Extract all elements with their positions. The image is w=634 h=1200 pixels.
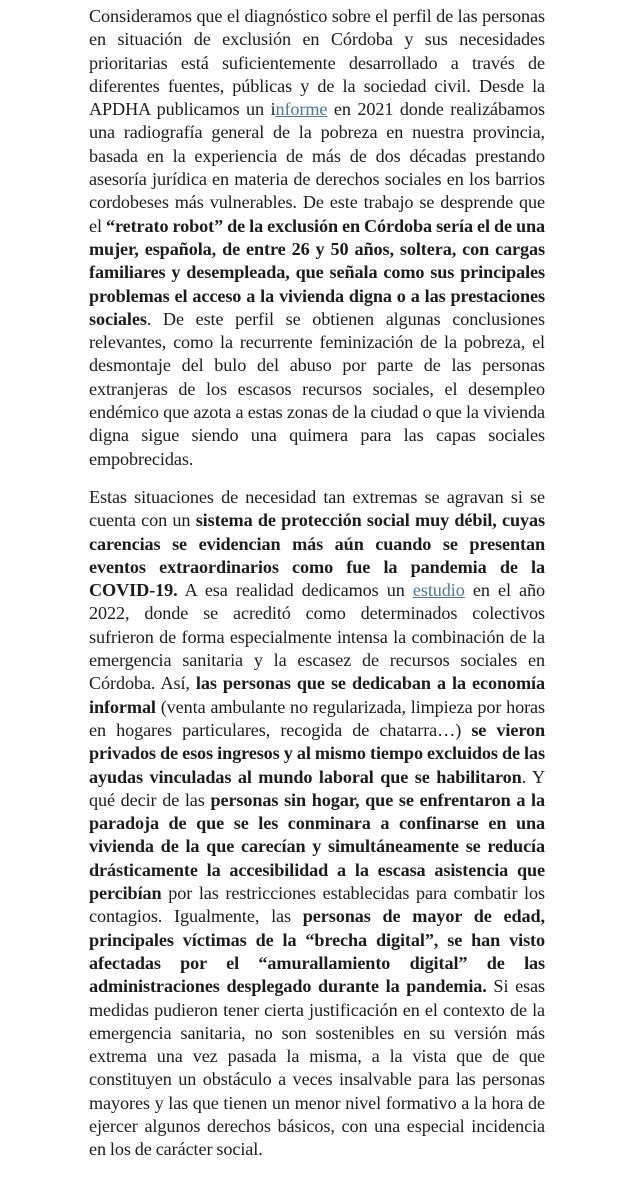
text-run: . De este perfil se obtienen algunas conclusiones relevantes, como la recurrente feminización de la pobreza, el desmontaje del bulo del abuso por parte de las personas extranjeras de los escasos recursos sociales, el desempleo endémico que azota a estas zonas de la ciudad o que la vivienda digna sigue siendo una quimera para las capas sociales empobrecidas.: [89, 308, 545, 469]
paragraph-proteccion-social: [89, 486, 545, 1162]
text-run: en el año 2022, donde se acreditó como determinados colectivos sufrieron de forma especialmente intensa la combinación de la emergencia sanitaria y la escasez de recursos sociales en Córdoba. Así,: [89, 580, 545, 694]
paragraph-perfil-exclusion: [89, 5, 545, 471]
bold-privados-ingresos: se vieron privados de esos ingresos y al mismo tiempo excluidos de las ayudas vinculadas al mundo laboral que se habilitaron: [89, 719, 545, 787]
bold-retrato-robot: “retrato robot” de la exclusión en Córdoba sería el de una mujer, española, de entre 26 y 50 años, soltera, con cargas familiares y desempleada, que señala como sus principales problemas el acceso a la vivienda digna o a las prestaciones sociales: [89, 215, 545, 329]
bold-brecha-digital: personas de mayor de edad, principales víctimas de la “brecha digital”, se han visto afectadas por el “amurallamiento digital” de las administraciones desplegado durante la pandemia.: [89, 906, 545, 997]
text-run: Si esas medidas pudieron tener cierta justificación en el contexto de la emergencia sanitaria, no son sostenibles en su versión más extrema una vez pasada la misma, a la vista que de que constituyen un obstáculo a veces insalvable para las personas mayores y las que tienen un menor nivel formativo a la hora de ejercer algunos derechos básicos, con una especial incidencia en los de carácter social.: [89, 976, 545, 1160]
text-run: por las restricciones establecidas para combatir los contagios. Igualmente, las: [89, 883, 545, 927]
text-run: Estas situaciones de necesidad tan extremas se agravan si se cuenta con un: [89, 487, 545, 531]
text-run: Consideramos que el diagnóstico sobre el perfil de las personas en situación de exclusión en Córdoba y sus necesidades prioritarias está suficientemente desarrollado a través de diferentes fuentes, públicas y de la sociedad civil. Desde la APDHA publicamos un i: [89, 6, 545, 120]
bold-personas-sin-hogar: personas sin hogar, que se enfrentaron a la paradoja de que se les conminara a confinarse en una vivienda de la que carecían y simultáneamente se reducía drásticamente la accesibilidad a la escasa asistencia que percibían: [89, 789, 546, 904]
text-run: . Y qué decir de las: [89, 766, 545, 810]
text-run: (venta ambulante no regularizada, limpieza por horas en hogares particulares, recogida de chatarra…): [89, 696, 545, 740]
text-run: A esa realidad dedicamos un: [177, 580, 413, 601]
informe-link[interactable]: nforme: [275, 99, 328, 120]
text-run: en 2021 donde realizábamos una radiografía general de la pobreza en nuestra provincia, basada en la experiencia de más de dos décadas prestando asesoría jurídica en materia de derechos sociales en los barrios cordobeses más vulnerables. De este trabajo se desprende que el: [89, 99, 546, 236]
bold-sistema-proteccion: sistema de protección social muy débil, cuyas carencias se evidencian más aún cuando se presentan eventos extraordinarios como fue la pandemia de la COVID-19.: [89, 510, 545, 601]
estudio-link[interactable]: estudio: [412, 580, 465, 601]
bold-economia-informal: las personas que se dedicaban a la economía informal: [89, 673, 545, 717]
